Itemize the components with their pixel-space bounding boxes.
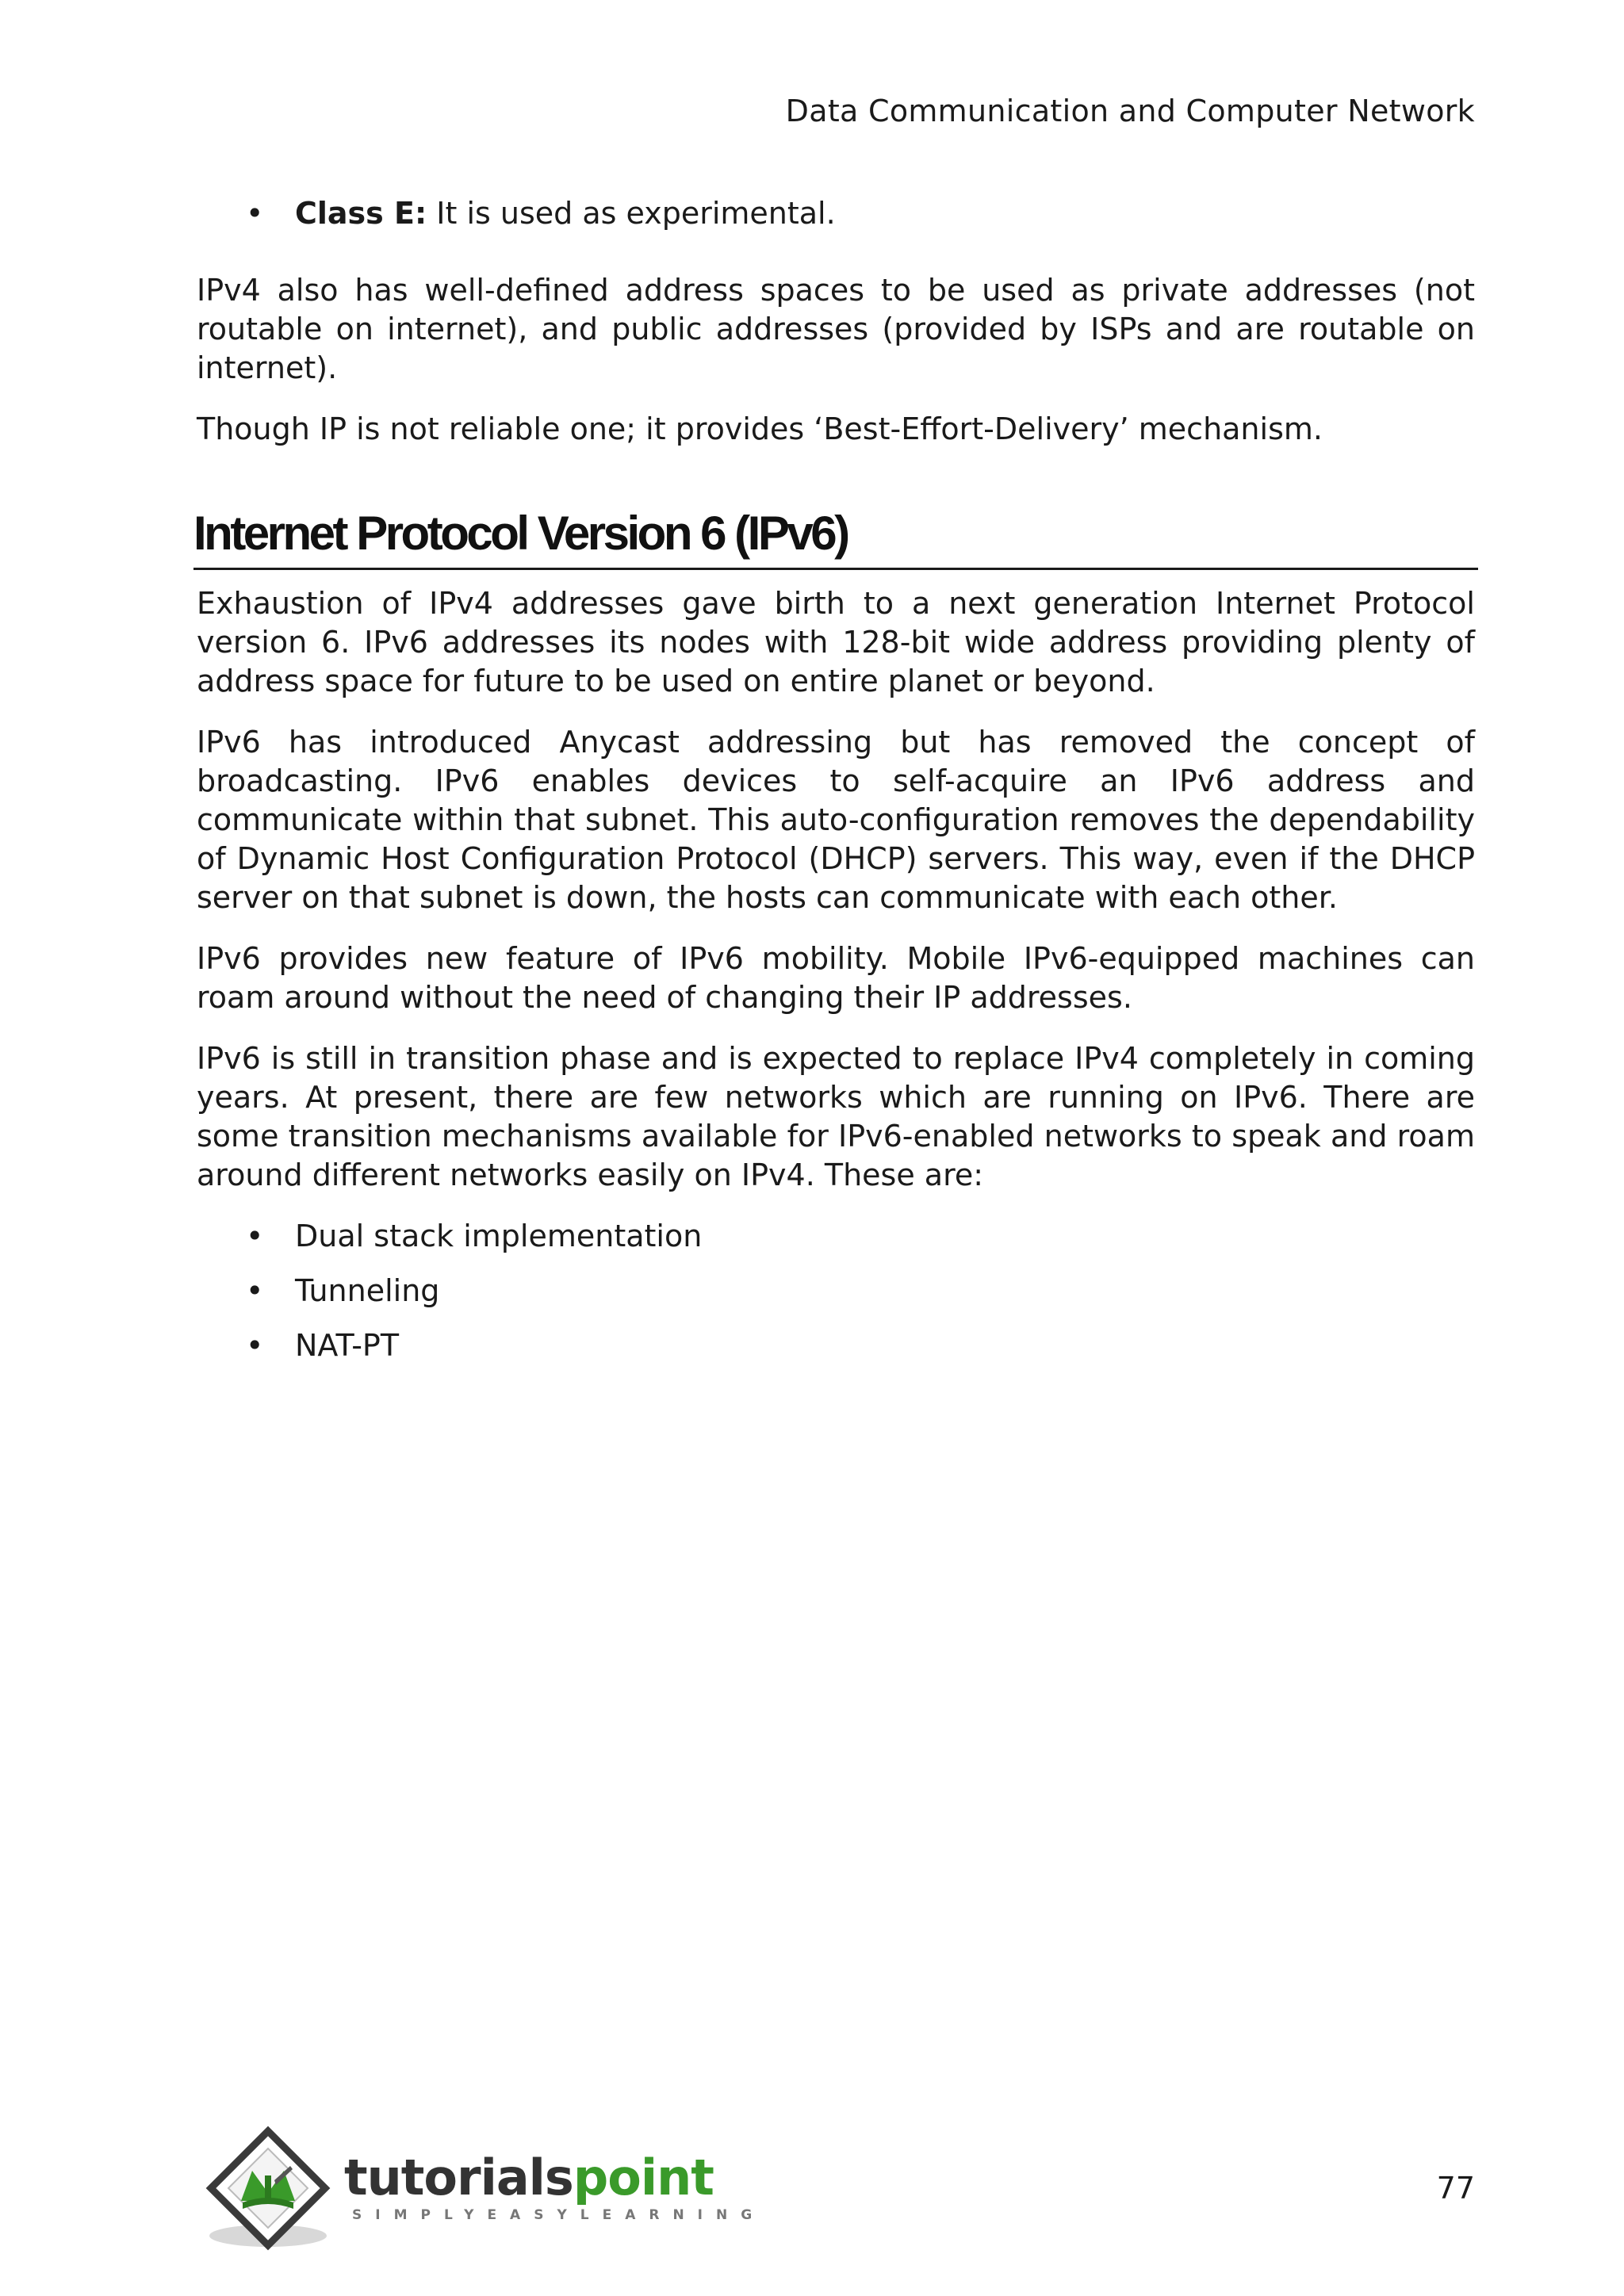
class-e-text: It is used as experimental. (427, 196, 836, 231)
logo-emblem-icon (205, 2125, 347, 2252)
paragraph-transition: IPv6 is still in transition phase and is expected to replace IPv4 completely in coming years. At present, there are few networks which are running on IPv6. There are some transition mechanisms available for IPv6-enabled networks to speak and roam around different networks easily on IPv4. These are: (197, 1041, 1475, 1192)
bullet-icon: • (246, 1328, 264, 1363)
page-content (193, 194, 1475, 1387)
paragraph-anycast: IPv6 has introduced Anycast addressing but has removed the concept of broadcasting. IPv6 enables devices to self-acquire an IPv6 address and communicate within that subnet. This auto-configuration removes the dependability of Dynamic Host Configuration Protocol (DHCP) servers. This way, even if the DHCP server on that subnet is down, the hosts can communicate with each other. (197, 725, 1475, 915)
list-item (197, 1272, 1475, 1311)
list-item (197, 1217, 1475, 1256)
class-e-label: Class E: (295, 196, 427, 231)
paragraph-mobility: IPv6 provides new feature of IPv6 mobility. Mobile IPv6-equipped machines can roam around without the need of changing their IP addresses. (197, 941, 1475, 1015)
class-list (197, 194, 1475, 233)
bullet-icon: • (246, 196, 264, 231)
mechanism-label: Dual stack implementation (295, 1219, 703, 1253)
list-item (197, 1326, 1475, 1365)
mechanism-label: Tunneling (295, 1273, 440, 1308)
bullet-icon: • (246, 1273, 264, 1308)
logo-tagline: SIMPLYEASYLEARNING (352, 2207, 766, 2223)
mechanism-list (197, 1217, 1475, 1365)
page-number: 77 (1436, 2171, 1475, 2206)
mechanism-label: NAT-PT (295, 1328, 400, 1363)
list-item-class-e (197, 194, 1475, 233)
tutorialspoint-logo (205, 2125, 766, 2252)
section-title: Internet Protocol Version 6 (IPv6) (193, 506, 1478, 570)
logo-wordmark (344, 2149, 714, 2206)
paragraph-best-effort: Though IP is not reliable one; it provides ‘Best-Effort-Delivery’ mechanism. (197, 411, 1323, 446)
paragraph-ipv6-intro: Exhaustion of IPv4 addresses gave birth to a next generation Internet Protocol version 6. IPv6 addresses its nodes with 128-bit wide address providing plenty of address space for future to be used on entire planet or beyond. (197, 586, 1475, 698)
paragraph-address-spaces: IPv4 also has well-defined address spaces to be used as private addresses (not routable on internet), and public addresses (provided by ISPs and are routable on internet). (197, 273, 1475, 385)
logo-text-point: point (573, 2149, 714, 2206)
page-header: Data Communication and Computer Network (785, 94, 1475, 128)
bullet-icon: • (246, 1219, 264, 1253)
logo-text-tutorials: tutorials (344, 2149, 573, 2206)
